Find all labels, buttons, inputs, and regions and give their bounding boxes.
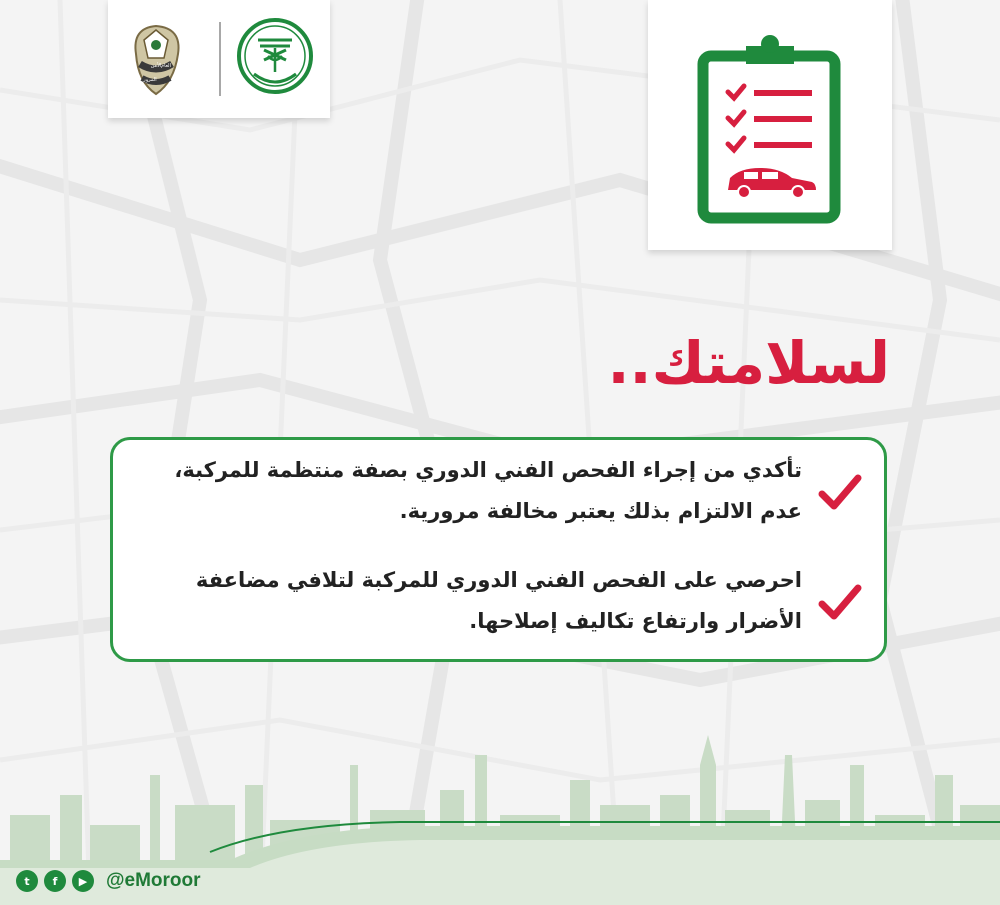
twitter-icon[interactable]: t <box>16 870 38 892</box>
ministry-of-interior-emblem <box>239 20 311 92</box>
tip-text: تأكدي من إجراء الفحص الفني الدوري بصفة منتظمة للمركبة، عدم الالتزام بذلك يعتبر مخالفة مرورية. <box>174 458 802 523</box>
social-handle[interactable]: @eMoroor <box>106 870 201 891</box>
footer-band <box>0 820 1000 905</box>
checkmark-icon <box>816 578 864 626</box>
traffic-police-seal <box>135 26 178 94</box>
seal-text-3: العام <box>161 63 171 69</box>
clipboard-checklist-icon <box>648 0 892 250</box>
seal-text-1: الأمن <box>150 63 162 69</box>
facebook-icon[interactable]: f <box>44 870 66 892</box>
tip-text: احرصي على الفحص الفني الدوري للمركبة لتلافي مضاعفة الأضرار وارتفاع تكاليف إصلاحها. <box>195 568 802 633</box>
seal-text-2: المرور <box>143 77 157 83</box>
logos-card <box>108 0 330 118</box>
headline: لسلامتك.. <box>607 329 890 397</box>
car-icon <box>728 168 816 198</box>
checklist-card <box>648 0 892 250</box>
youtube-icon[interactable]: ▶ <box>72 870 94 892</box>
checkmark-icon <box>816 468 864 516</box>
social-links <box>16 870 201 892</box>
tips-box <box>110 437 887 662</box>
